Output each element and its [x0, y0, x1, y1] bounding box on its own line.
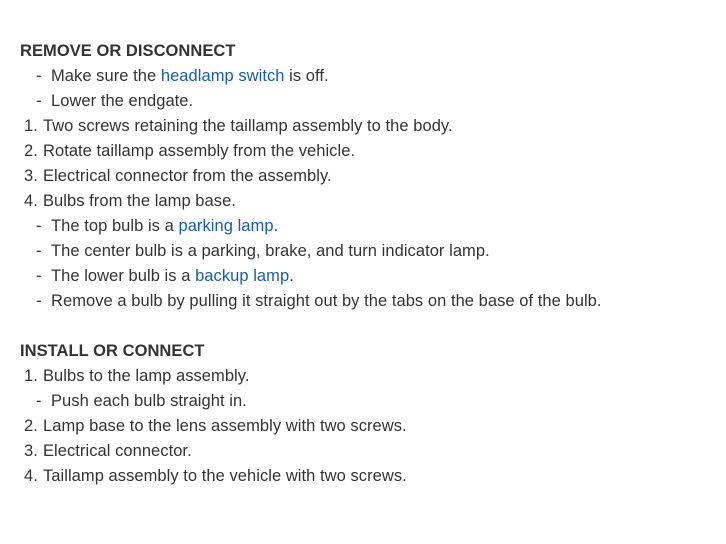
note-text-suffix: . — [273, 217, 279, 235]
precaution-text-prefix: Make sure the — [51, 67, 161, 85]
step-number: 2. — [24, 417, 38, 435]
note-text-prefix: The lower bulb is a — [51, 267, 196, 285]
step-number: 1. — [24, 117, 38, 135]
install-step-2 — [24, 414, 407, 439]
step-text: Bulbs to the lamp assembly. — [43, 367, 250, 385]
step-text: Lamp base to the lens assembly with two screws. — [43, 417, 407, 435]
step-text: Taillamp assembly to the vehicle with two screws. — [43, 467, 407, 485]
dash-marker: - — [36, 267, 42, 285]
step-text: Two screws retaining the taillamp assembly to the body. — [43, 117, 453, 135]
note-text-suffix: . — [289, 267, 294, 285]
remove-step-4-note-3 — [36, 264, 294, 289]
headlamp-switch-link[interactable]: headlamp switch — [160, 67, 285, 85]
remove-precaution-2 — [36, 89, 193, 114]
step-text: Bulbs from the lamp base. — [43, 192, 236, 210]
parking-lamp-link[interactable]: parking lamp — [178, 217, 274, 235]
install-step-1 — [24, 364, 249, 389]
step-number: 2. — [24, 142, 38, 160]
dash-marker: - — [36, 292, 42, 310]
remove-step-4-note-2 — [36, 239, 490, 264]
precaution-text-suffix: is off. — [284, 67, 329, 85]
step-number: 3. — [24, 167, 38, 185]
install-step-3 — [24, 439, 192, 464]
note-text: Remove a bulb by pulling it straight out by the tabs on the base of the bulb. — [51, 292, 602, 310]
dash-marker: - — [36, 242, 42, 260]
remove-step-2 — [24, 139, 355, 164]
install-heading: INSTALL OR CONNECT — [20, 342, 205, 360]
precaution-text: Lower the endgate. — [51, 92, 194, 110]
step-number: 4. — [24, 467, 38, 485]
remove-heading: REMOVE OR DISCONNECT — [20, 42, 236, 60]
remove-step-4 — [24, 189, 236, 214]
remove-precaution-1 — [36, 64, 329, 89]
step-text: Electrical connector. — [43, 442, 192, 460]
note-text-prefix: The top bulb is a — [51, 217, 179, 235]
remove-step-4-note-4 — [36, 289, 602, 314]
step-number: 3. — [24, 442, 38, 460]
backup-lamp-link[interactable]: backup lamp — [195, 267, 290, 285]
dash-marker: - — [36, 92, 42, 110]
dash-marker: - — [36, 217, 42, 235]
install-step-1-note — [36, 389, 247, 414]
remove-step-3 — [24, 164, 332, 189]
dash-marker: - — [36, 67, 42, 85]
step-number: 1. — [24, 367, 38, 385]
dash-marker: - — [36, 392, 42, 410]
step-text: Electrical connector from the assembly. — [43, 167, 332, 185]
install-step-4 — [24, 464, 407, 489]
step-text: Rotate taillamp assembly from the vehicle. — [43, 142, 356, 160]
note-text: Push each bulb straight in. — [51, 392, 247, 410]
step-number: 4. — [24, 192, 38, 210]
remove-step-4-note-1 — [36, 214, 278, 239]
note-text: The center bulb is a parking, brake, and turn indicator lamp. — [51, 242, 490, 260]
remove-step-1 — [24, 114, 453, 139]
